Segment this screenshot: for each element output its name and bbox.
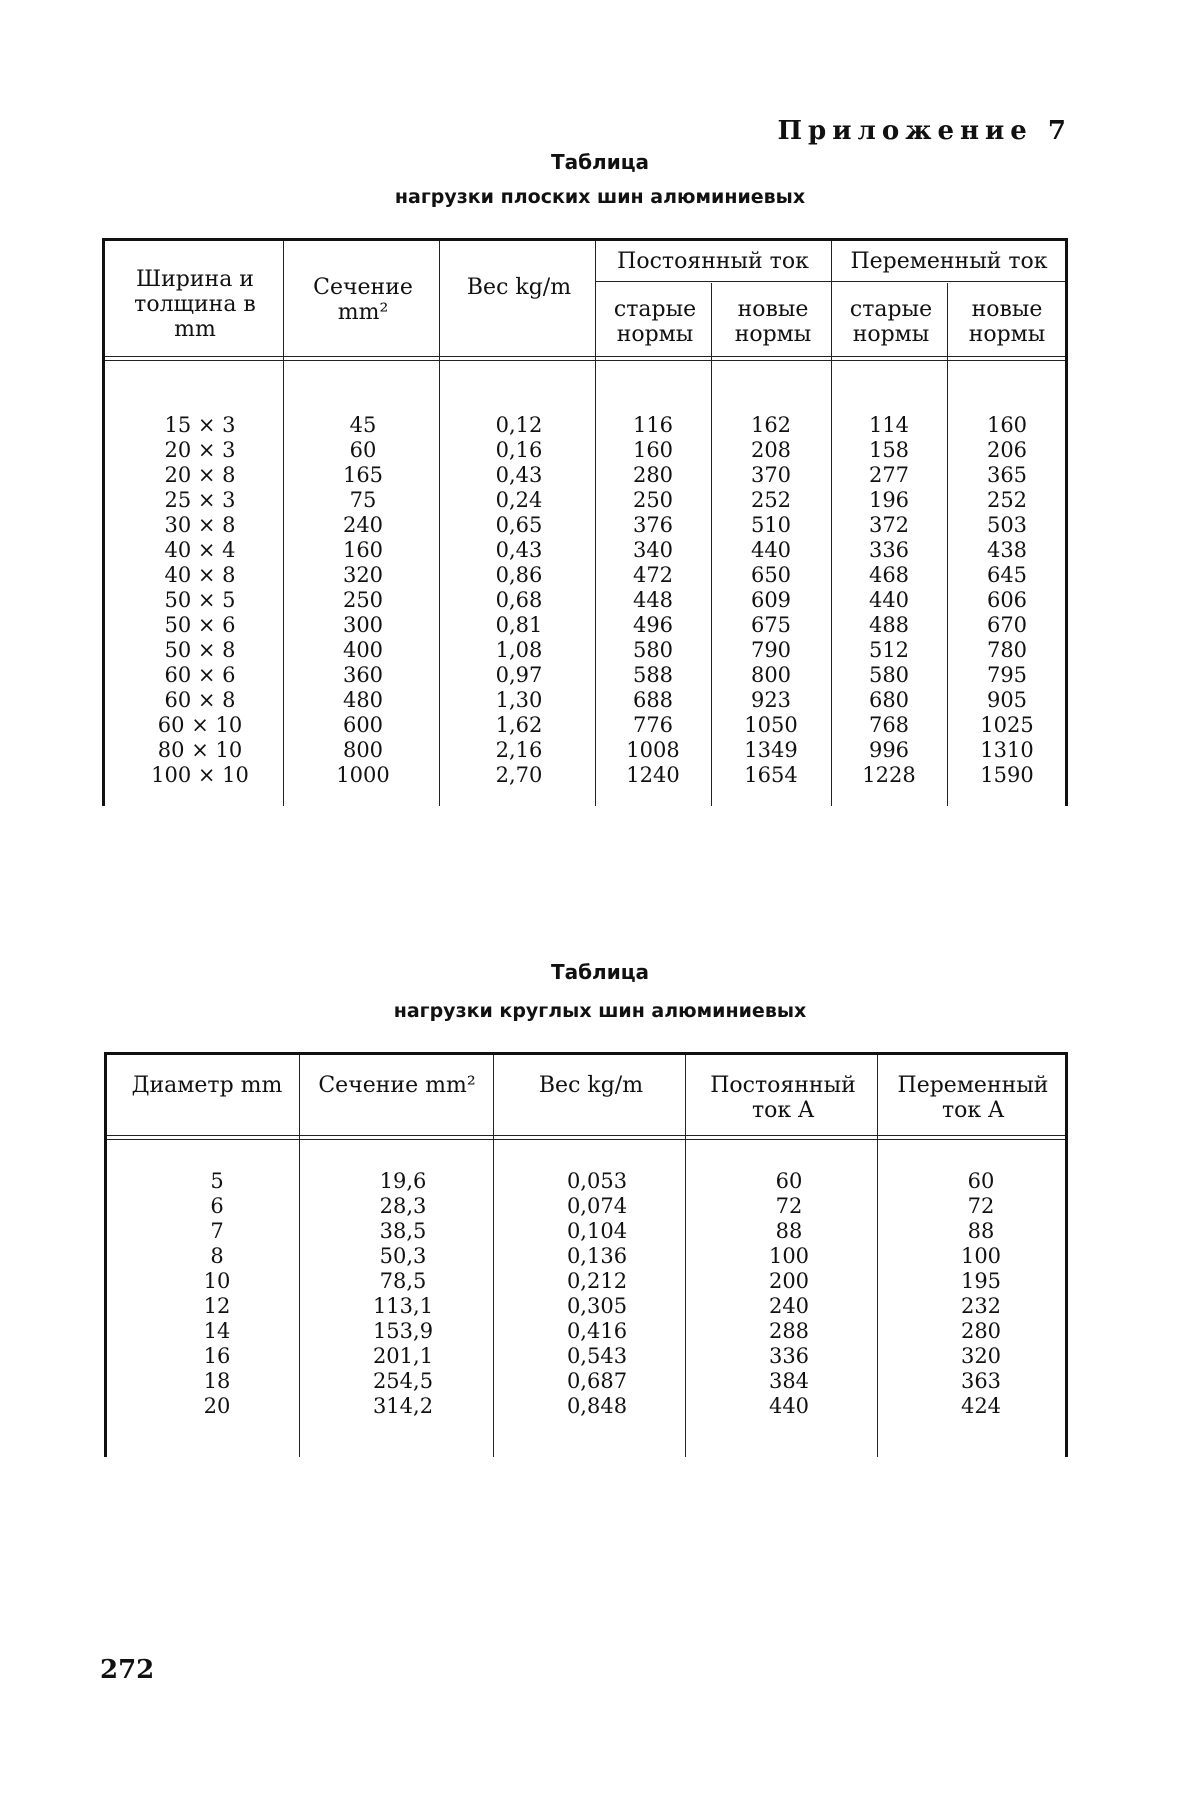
table-cell: 196 [868, 488, 910, 512]
table-cell: 424 [960, 1394, 1002, 1418]
table-cell: 0,416 [566, 1319, 628, 1343]
table-cell: 240 [342, 513, 384, 537]
table-cell: 360 [342, 663, 384, 687]
table-cell: 60 × 6 [164, 663, 236, 687]
table-cell: 600 [342, 713, 384, 737]
table-cell: 252 [986, 488, 1028, 512]
table-cell: 72 [967, 1194, 995, 1218]
table-cell: 114 [868, 413, 910, 437]
table-cell: 160 [342, 538, 384, 562]
table-cell: 606 [986, 588, 1028, 612]
table-cell: 800 [342, 738, 384, 762]
table-cell: 113,1 [372, 1294, 434, 1318]
table-cell: 448 [632, 588, 674, 612]
table-cell: 75 [349, 488, 377, 512]
table-cell: 650 [750, 563, 792, 587]
header-weight: Вес kg/m [538, 1073, 644, 1098]
table-cell: 254,5 [372, 1369, 434, 1393]
table-cell: 208 [750, 438, 792, 462]
table-cell: 6 [210, 1194, 224, 1218]
header-ac: Переменный ток [850, 249, 1048, 274]
table-cell: 680 [868, 688, 910, 712]
table-cell: 28,3 [379, 1194, 427, 1218]
table-cell: 688 [632, 688, 674, 712]
table-cell: 1310 [980, 738, 1034, 762]
table-cell: 512 [868, 638, 910, 662]
table-cell: 60 [775, 1169, 803, 1193]
table-cell: 288 [768, 1319, 810, 1343]
table-cell: 165 [342, 463, 384, 487]
table-cell: 996 [868, 738, 910, 762]
table-cell: 440 [868, 588, 910, 612]
table-cell: 5 [210, 1169, 224, 1193]
table-cell: 12 [203, 1294, 231, 1318]
table-cell: 0,16 [495, 438, 543, 462]
table-cell: 15 × 3 [164, 413, 236, 437]
table-cell: 384 [768, 1369, 810, 1393]
table-cell: 0,848 [566, 1394, 628, 1418]
table-cell: 250 [632, 488, 674, 512]
table-cell: 1654 [744, 763, 798, 787]
appendix-label: Приложение 7 [777, 116, 1072, 146]
header-dc-old: старые нормы [613, 297, 697, 347]
header-dc: Постоянный ток [617, 249, 809, 274]
table-cell: 776 [632, 713, 674, 737]
table-cell: 60 [967, 1169, 995, 1193]
table-cell: 480 [342, 688, 384, 712]
table-cell: 0,97 [495, 663, 543, 687]
table-cell: 160 [986, 413, 1028, 437]
table-cell: 675 [750, 613, 792, 637]
header-size: Ширина и толщина в mm [134, 267, 256, 342]
table-cell: 0,12 [495, 413, 543, 437]
table-cell: 336 [768, 1344, 810, 1368]
table-cell: 488 [868, 613, 910, 637]
header-ac: Переменный ток A [897, 1073, 1049, 1123]
table-cell: 670 [986, 613, 1028, 637]
table-cell: 2,70 [495, 763, 543, 787]
table-cell: 923 [750, 688, 792, 712]
table-cell: 206 [986, 438, 1028, 462]
table-cell: 40 × 4 [164, 538, 236, 562]
table-cell: 30 × 8 [164, 513, 236, 537]
table2-caption: Таблица [550, 960, 650, 984]
table-cell: 440 [768, 1394, 810, 1418]
header-ac-new: новые нормы [968, 297, 1046, 347]
table-cell: 440 [750, 538, 792, 562]
table-cell: 580 [868, 663, 910, 687]
table-cell: 72 [775, 1194, 803, 1218]
table-cell: 363 [960, 1369, 1002, 1393]
table-cell: 10 [203, 1269, 231, 1293]
table-cell: 336 [868, 538, 910, 562]
table-cell: 300 [342, 613, 384, 637]
table2 [104, 1052, 1068, 1457]
column-diameter [157, 1169, 277, 1419]
table-cell: 510 [750, 513, 792, 537]
page-number: 272 [100, 1655, 155, 1685]
table-cell: 0,053 [566, 1169, 628, 1193]
table1 [102, 238, 1068, 806]
table-cell: 100 [768, 1244, 810, 1268]
table-cell: 280 [632, 463, 674, 487]
table-cell: 400 [342, 638, 384, 662]
table-cell: 320 [342, 563, 384, 587]
header-ac-old: старые нормы [849, 297, 933, 347]
table2-subtitle: нагрузки круглых шин алюминиевых [393, 1000, 807, 1022]
table-cell: 0,24 [495, 488, 543, 512]
table-cell: 252 [750, 488, 792, 512]
table-cell: 232 [960, 1294, 1002, 1318]
table-cell: 1,62 [495, 713, 543, 737]
table-cell: 277 [868, 463, 910, 487]
table-cell: 340 [632, 538, 674, 562]
table-cell: 16 [203, 1344, 231, 1368]
table-cell: 0,81 [495, 613, 543, 637]
table-cell: 25 × 3 [164, 488, 236, 512]
table-cell: 1590 [980, 763, 1034, 787]
table-cell: 0,68 [495, 588, 543, 612]
table-cell: 80 × 10 [157, 738, 243, 762]
table-cell: 790 [750, 638, 792, 662]
table-cell: 0,074 [566, 1194, 628, 1218]
table-cell: 7 [210, 1219, 224, 1243]
table-cell: 372 [868, 513, 910, 537]
header-weight: Вес kg/m [466, 275, 572, 300]
table-cell: 60 × 8 [164, 688, 236, 712]
column-dc-new [717, 413, 825, 788]
table-cell: 0,687 [566, 1369, 628, 1393]
table1-caption: Таблица [550, 150, 650, 174]
header-dc-new: новые нормы [734, 297, 812, 347]
table-cell: 201,1 [372, 1344, 434, 1368]
table-cell: 768 [868, 713, 910, 737]
table-cell: 1050 [744, 713, 798, 737]
table-cell: 88 [967, 1219, 995, 1243]
column-dc-old [601, 413, 705, 788]
table-cell: 100 × 10 [151, 763, 249, 787]
table-cell: 20 × 3 [164, 438, 236, 462]
table-cell: 0,212 [566, 1269, 628, 1293]
table-cell: 0,305 [566, 1294, 628, 1318]
header-section: Сечение mm² [318, 1073, 476, 1098]
table-cell: 376 [632, 513, 674, 537]
column-section [343, 1169, 463, 1419]
table-cell: 195 [960, 1269, 1002, 1293]
table-cell: 795 [986, 663, 1028, 687]
table-cell: 78,5 [379, 1269, 427, 1293]
table-cell: 250 [342, 588, 384, 612]
table-cell: 1,30 [495, 688, 543, 712]
table-cell: 1025 [980, 713, 1034, 737]
table-cell: 50 × 5 [164, 588, 236, 612]
column-size [125, 413, 275, 788]
table-cell: 50 × 8 [164, 638, 236, 662]
table-cell: 496 [632, 613, 674, 637]
header-diameter: Диаметр mm [131, 1073, 283, 1098]
table-cell: 1000 [336, 763, 390, 787]
table-cell: 200 [768, 1269, 810, 1293]
table-cell: 240 [768, 1294, 810, 1318]
column-dc [729, 1169, 849, 1419]
table-cell: 780 [986, 638, 1028, 662]
table-cell: 365 [986, 463, 1028, 487]
table-cell: 116 [632, 413, 674, 437]
column-section [293, 413, 433, 788]
table-cell: 0,136 [566, 1244, 628, 1268]
table-cell: 1,08 [495, 638, 543, 662]
table-cell: 38,5 [379, 1219, 427, 1243]
table-cell: 0,104 [566, 1219, 628, 1243]
table-cell: 0,86 [495, 563, 543, 587]
table-cell: 314,2 [372, 1394, 434, 1418]
table-cell: 320 [960, 1344, 1002, 1368]
column-weight [537, 1169, 657, 1419]
table-cell: 14 [203, 1319, 231, 1343]
header-dc: Постоянный ток A [710, 1073, 856, 1123]
table-cell: 100 [960, 1244, 1002, 1268]
table-cell: 88 [775, 1219, 803, 1243]
table-cell: 609 [750, 588, 792, 612]
table-cell: 800 [750, 663, 792, 687]
table-cell: 60 × 10 [157, 713, 243, 737]
table-cell: 0,543 [566, 1344, 628, 1368]
table-cell: 50 × 6 [164, 613, 236, 637]
table-cell: 18 [203, 1369, 231, 1393]
column-weight [449, 413, 589, 788]
column-ac-old [837, 413, 941, 788]
table-cell: 20 × 8 [164, 463, 236, 487]
table-cell: 1240 [626, 763, 680, 787]
table-cell: 280 [960, 1319, 1002, 1343]
table-cell: 905 [986, 688, 1028, 712]
table-cell: 45 [349, 413, 377, 437]
table-cell: 0,65 [495, 513, 543, 537]
table-cell: 1008 [626, 738, 680, 762]
table-cell: 580 [632, 638, 674, 662]
table-cell: 162 [750, 413, 792, 437]
table-cell: 645 [986, 563, 1028, 587]
table-cell: 8 [210, 1244, 224, 1268]
table-cell: 60 [349, 438, 377, 462]
table-cell: 153,9 [372, 1319, 434, 1343]
table-cell: 370 [750, 463, 792, 487]
header-section: Сечение mm² [313, 275, 413, 325]
table-cell: 0,43 [495, 538, 543, 562]
table-cell: 1228 [862, 763, 916, 787]
table-cell: 50,3 [379, 1244, 427, 1268]
table-cell: 472 [632, 563, 674, 587]
table-cell: 503 [986, 513, 1028, 537]
table-cell: 158 [868, 438, 910, 462]
table-cell: 438 [986, 538, 1028, 562]
column-ac [921, 1169, 1041, 1419]
table-cell: 2,16 [495, 738, 543, 762]
table1-subtitle: нагрузки плоских шин алюминиевых [394, 186, 806, 208]
table-cell: 588 [632, 663, 674, 687]
table-cell: 468 [868, 563, 910, 587]
table-cell: 160 [632, 438, 674, 462]
table-cell: 19,6 [379, 1169, 427, 1193]
table-cell: 20 [203, 1394, 231, 1418]
table-cell: 1349 [744, 738, 798, 762]
table-cell: 40 × 8 [164, 563, 236, 587]
table-cell: 0,43 [495, 463, 543, 487]
column-ac-new [953, 413, 1061, 788]
